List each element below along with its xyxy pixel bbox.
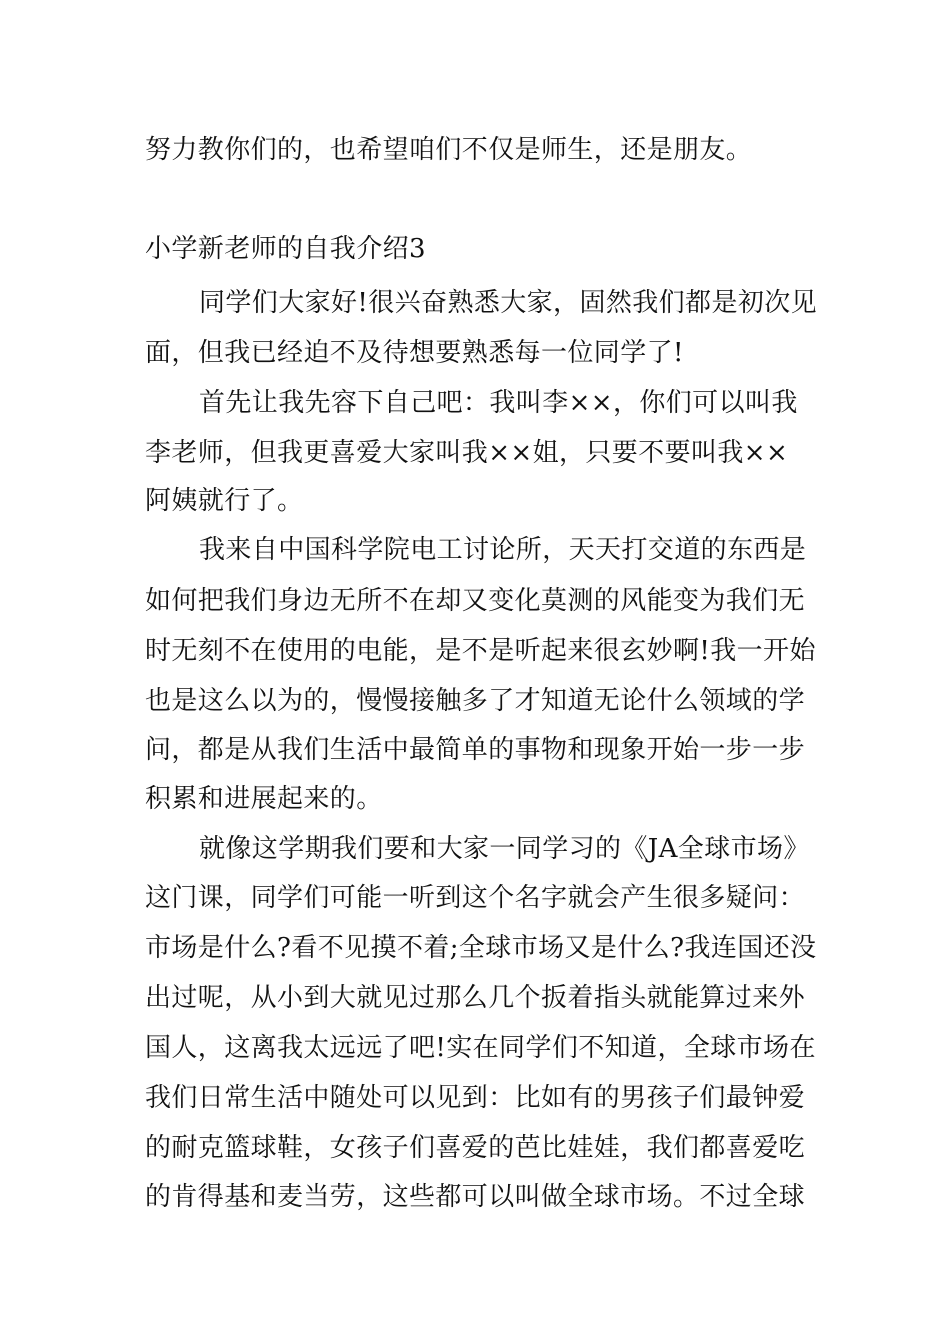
text-line: 国人，这离我太远远了吧!实在同学们不知道，全球市场在 [145,1033,816,1063]
text-line: 的耐克篮球鞋，女孩子们喜爱的芭比娃娃，我们都喜爱吃 [145,1133,806,1163]
text-line: 出过呢，从小到大就见过那么几个扳着指头就能算过来外 [145,983,806,1013]
text-line: 市场是什么?看不见摸不着;全球市场又是什么?我连国还没 [145,933,817,963]
text-line: 阿姨就行了。 [145,486,304,516]
text-line: 面，但我已经迫不及待想要熟悉每一位同学了! [145,338,684,368]
text-line: 这门课，同学们可能一听到这个名字就会产生很多疑问： [145,883,806,913]
text-line: 积累和进展起来的。 [145,784,383,814]
text-line: 努力教你们的，也希望咱们不仅是师生，还是朋友。 [145,135,753,165]
text-line: 的肯得基和麦当劳，这些都可以叫做全球市场。不过全球 [145,1182,806,1212]
section-heading: 小学新老师的自我介绍3 [145,234,426,264]
text-line: 我们日常生活中随处可以见到：比如有的男孩子们最钟爱 [145,1083,806,1113]
text-line: 问，都是从我们生活中最简单的事物和现象开始一步一步 [145,735,806,765]
text-line: 李老师，但我更喜爱大家叫我××姐，只要不要叫我×× [145,438,789,468]
text-line: 时无刻不在使用的电能，是不是听起来很玄妙啊!我一开始 [145,636,816,666]
text-line: 如何把我们身边无所不在却又变化莫测的风能变为我们无 [145,586,806,616]
text-line: 就像这学期我们要和大家一同学习的《JA全球市场》 [199,834,810,864]
text-line: 也是这么以为的，慢慢接触多了才知道无论什么领域的学 [145,686,806,716]
text-line: 同学们大家好!很兴奋熟悉大家，固然我们都是初次见 [199,288,818,318]
text-line: 首先让我先容下自己吧：我叫李××，你们可以叫我 [199,388,798,418]
text-line: 我来自中国科学院电工讨论所，天天打交道的东西是 [199,535,807,565]
